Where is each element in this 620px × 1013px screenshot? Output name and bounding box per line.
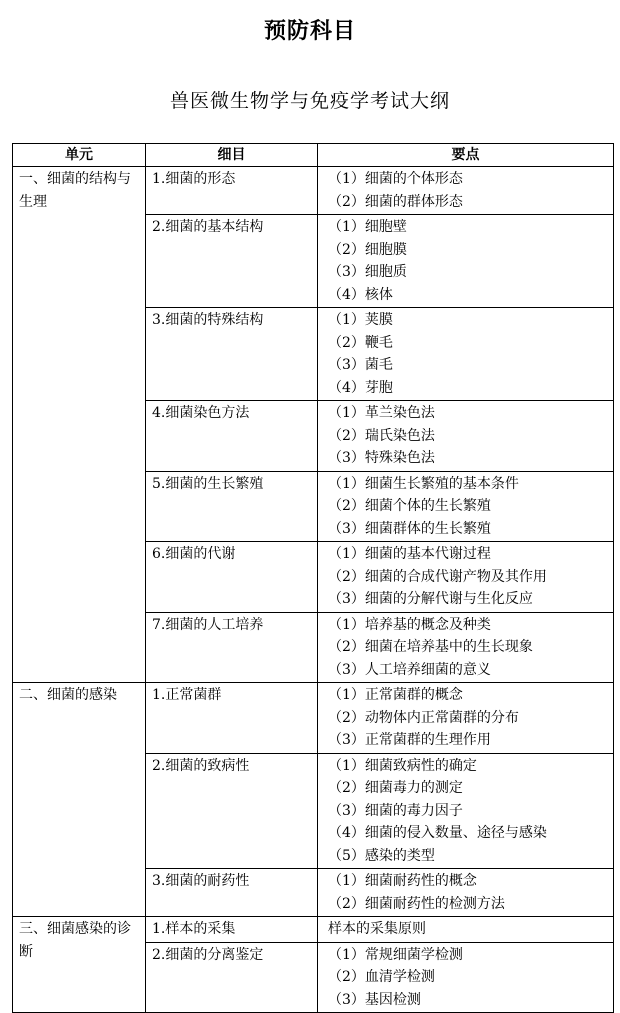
key-point: （1）细菌的个体形态 (328, 171, 463, 187)
points-cell (318, 542, 614, 613)
detail-cell: 1.正常菌群 (146, 683, 318, 754)
unit-cell: 一、细菌的结构与生理 (13, 167, 146, 683)
points-cell (318, 942, 614, 1013)
key-point: （4）细菌的侵入数量、途径与感染 (328, 825, 547, 841)
key-point: （3）正常菌群的生理作用 (328, 732, 491, 748)
key-point: （2）细胞膜 (328, 241, 407, 258)
table-header-row (13, 144, 614, 167)
detail-cell: 3.细菌的特殊结构 (146, 308, 318, 401)
detail-cell: 1.细菌的形态 (146, 167, 318, 215)
syllabus-table (12, 143, 614, 1013)
key-point: （2）细菌毒力的测定 (328, 780, 463, 796)
key-point: （2）细菌耐药性的检测方法 (328, 895, 505, 912)
detail-cell: 7.细菌的人工培养 (146, 612, 318, 683)
key-point: （1）细菌耐药性的概念 (328, 873, 477, 889)
page-title: 预防科目 (263, 18, 356, 44)
key-point: （1）荚膜 (328, 312, 393, 328)
points-cell (318, 869, 614, 917)
key-point: （2）血清学检测 (328, 969, 435, 985)
key-point: （3）细菌的毒力因子 (328, 802, 463, 819)
column-header-unit: 单元 (13, 144, 146, 167)
table-row (13, 167, 614, 215)
detail-cell: 2.细菌的分离鉴定 (146, 942, 318, 1013)
points-cell (318, 612, 614, 683)
key-point: （1）细菌的基本代谢过程 (328, 546, 491, 562)
points-cell (318, 167, 614, 215)
detail-cell: 2.细菌的致病性 (146, 753, 318, 869)
key-point: （1）培养基的概念及种类 (328, 616, 491, 633)
column-header-detail: 细目 (146, 144, 318, 167)
key-point: （4）芽胞 (328, 379, 393, 396)
key-point: （1）常规细菌学检测 (328, 946, 463, 963)
key-point: 样本的采集原则 (328, 921, 426, 937)
key-point: （3）特殊染色法 (328, 450, 435, 466)
detail-cell: 1.样本的采集 (146, 917, 318, 943)
table-body (13, 167, 614, 1013)
key-point: （1）细菌致病性的确定 (328, 757, 477, 774)
key-point: （3）基因检测 (328, 991, 421, 1008)
points-cell (318, 215, 614, 308)
key-point: （4）核体 (328, 286, 393, 303)
key-point: （2）细菌的群体形态 (328, 193, 463, 210)
points-cell (318, 471, 614, 542)
key-point: （5）感染的类型 (328, 847, 435, 864)
key-point: （2）瑞氏染色法 (328, 427, 435, 444)
detail-cell: 4.细菌染色方法 (146, 401, 318, 472)
unit-cell: 二、细菌的感染 (13, 683, 146, 917)
key-point: （1）细胞壁 (328, 219, 407, 235)
key-point: （3）细菌群体的生长繁殖 (328, 520, 491, 537)
points-cell (318, 683, 614, 754)
key-point: （1）革兰染色法 (328, 405, 435, 421)
points-cell (318, 308, 614, 401)
points-cell (318, 401, 614, 472)
key-point: （2）细菌个体的生长繁殖 (328, 498, 491, 514)
key-point: （2）鞭毛 (328, 334, 393, 351)
document-title: 兽医微生物学与免疫学考试大纲 (169, 90, 450, 112)
key-point: （3）细菌的分解代谢与生化反应 (328, 591, 533, 607)
table-row (13, 917, 614, 943)
key-point: （3）细胞质 (328, 264, 407, 280)
unit-cell: 三、细菌感染的诊断 (13, 917, 146, 1013)
key-point: （1）正常菌群的概念 (328, 687, 463, 703)
key-point: （2）细菌的合成代谢产物及其作用 (328, 568, 547, 585)
points-cell (318, 917, 614, 943)
key-point: （3）菌毛 (328, 357, 393, 373)
detail-cell: 6.细菌的代谢 (146, 542, 318, 613)
detail-cell: 5.细菌的生长繁殖 (146, 471, 318, 542)
detail-cell: 3.细菌的耐药性 (146, 869, 318, 917)
key-point: （2）细菌在培养基中的生长现象 (328, 639, 533, 655)
points-cell (318, 753, 614, 869)
key-point: （1）细菌生长繁殖的基本条件 (328, 475, 519, 492)
column-header-points: 要点 (318, 144, 614, 167)
table-row (13, 683, 614, 754)
key-point: （3）人工培养细菌的意义 (328, 661, 491, 678)
detail-cell: 2.细菌的基本结构 (146, 215, 318, 308)
key-point: （2）动物体内正常菌群的分布 (328, 709, 519, 726)
